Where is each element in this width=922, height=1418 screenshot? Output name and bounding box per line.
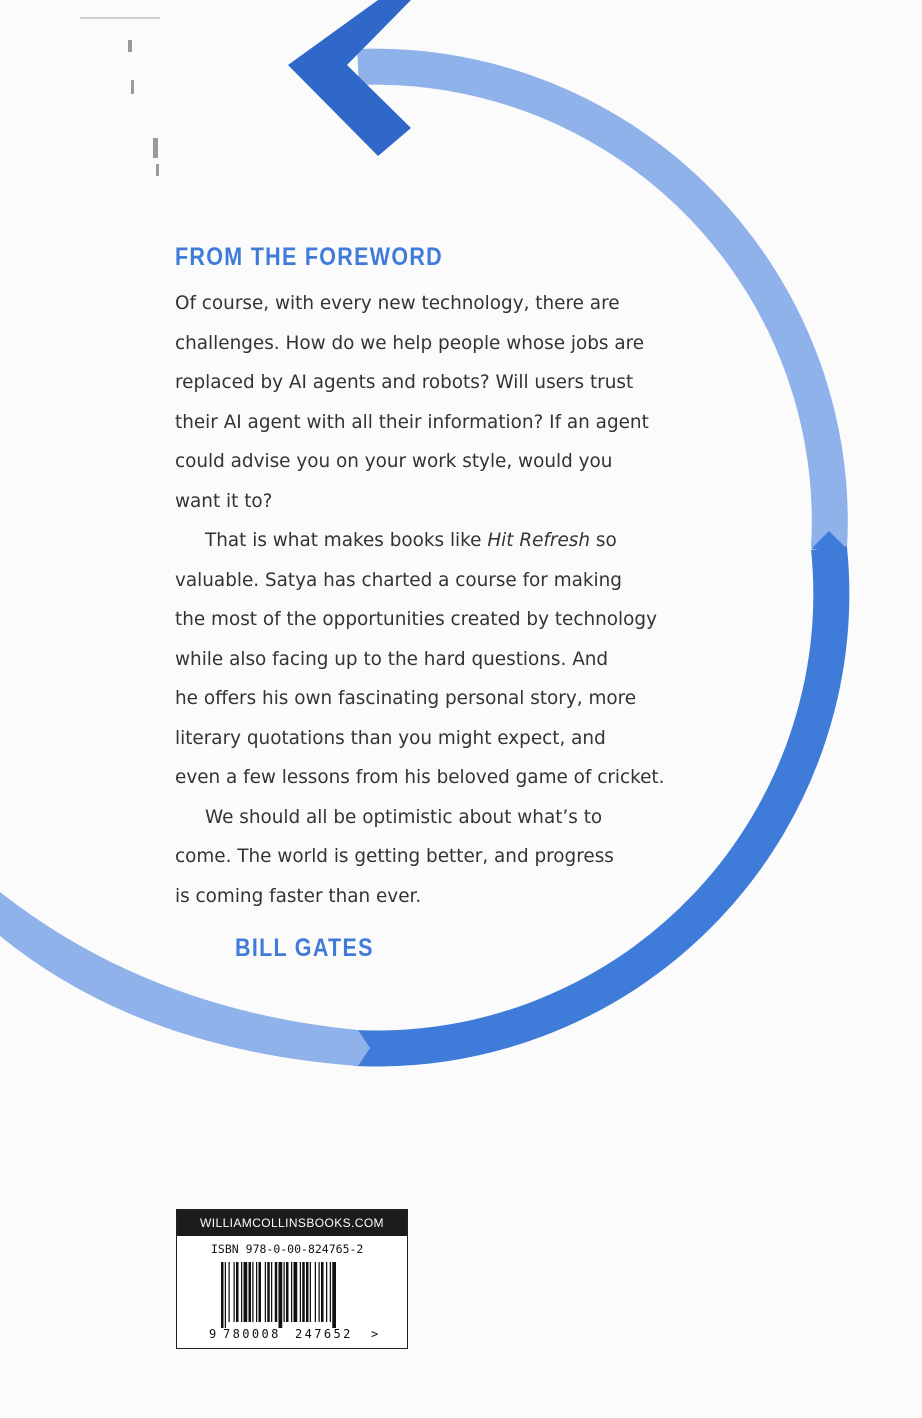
barcode-bar: [267, 1262, 270, 1322]
isbn-barcode-block: [176, 1209, 408, 1349]
barcode-bar: [265, 1262, 266, 1322]
foreword-line: challenges. How do we help people whose jobs are: [175, 332, 645, 354]
barcode-bar: [229, 1262, 230, 1322]
foreword-line: even a few lessons from his beloved game of cricket.: [175, 767, 665, 788]
foreword-line: while also facing up to the hard questions. And: [175, 648, 609, 670]
foreword-paragraph: [175, 284, 655, 521]
barcode-bar: [249, 1262, 252, 1322]
barcode-bar: [244, 1262, 248, 1322]
barcode-bar: [234, 1262, 235, 1322]
barcode-bar: [310, 1262, 311, 1322]
barcode-bar: [221, 1262, 224, 1328]
barcode-bar: [294, 1262, 298, 1322]
foreword-heading: FROM THE FOREWORD: [175, 243, 443, 271]
barcode-bar: [286, 1262, 289, 1322]
foreword-text-run: so: [590, 530, 617, 551]
cover-scuff-marks: [80, 17, 160, 176]
isbn-value: 978-0-00-824765-2: [245, 1242, 364, 1256]
barcode-bar: [330, 1262, 331, 1322]
barcode-bar: [326, 1262, 327, 1322]
barcode-bar: [332, 1262, 336, 1328]
barcode-bar: [306, 1262, 309, 1322]
barcode-quiet-mark: >: [371, 1327, 379, 1341]
foreword-paragraph: [175, 521, 665, 798]
barcode-bar: [300, 1262, 301, 1322]
barcode-bar: [302, 1262, 305, 1322]
barcode-bar: [252, 1262, 253, 1322]
barcode-bar: [279, 1262, 283, 1328]
foreword-line: literary quotations than you might expect, and: [175, 727, 606, 749]
barcode-bar: [284, 1262, 285, 1322]
barcode-digit-lead: 9: [209, 1327, 217, 1341]
foreword-line: is coming faster than ever.: [175, 885, 422, 907]
barcode-digits-left: 780008: [223, 1327, 281, 1341]
foreword-line: their AI agent with all their information? If an agent: [175, 411, 649, 433]
foreword-line: We should all be optimistic about what’s to: [205, 806, 603, 828]
isbn-label: ISBN: [211, 1242, 239, 1256]
barcode-bar: [319, 1262, 320, 1322]
barcode-digits-right: 247652: [295, 1327, 353, 1341]
barcode-bar: [256, 1262, 257, 1322]
barcode-bar: [321, 1262, 324, 1322]
foreword-text: [175, 284, 665, 916]
barcode-bar: [236, 1262, 239, 1322]
foreword-line: could advise you on your work style, would you: [175, 451, 613, 472]
foreword-line: the most of the opportunities created by technology: [175, 609, 657, 630]
isbn-number: [211, 1242, 363, 1256]
barcode-bar: [225, 1262, 226, 1328]
foreword-line: he offers his own fascinating personal story, more: [175, 688, 637, 709]
foreword-line: replaced by AI agents and robots? Will users trust: [175, 372, 634, 393]
barcode-bar: [259, 1262, 262, 1322]
foreword-text-run: That is what makes books like: [205, 530, 488, 551]
foreword-line: want it to?: [175, 490, 273, 512]
foreword-paragraph: [175, 798, 655, 917]
barcode-bar: [315, 1262, 316, 1322]
barcode-bar: [275, 1262, 278, 1322]
book-title: Hit Refresh: [487, 530, 591, 551]
refresh-sweep-light-icon: [0, 892, 370, 1066]
foreword-line: Of course, with every new technology, there are: [175, 293, 620, 314]
foreword-line: valuable. Satya has charted a course for making: [175, 569, 622, 591]
barcode-bar: [241, 1262, 242, 1322]
barcode-bar: [271, 1262, 272, 1322]
barcode-icon: [221, 1262, 371, 1328]
foreword-line: come. The world is getting better, and progress: [175, 846, 614, 867]
publisher-website: WILLIAMCOLLINSBOOKS.COM: [177, 1210, 407, 1236]
foreword-signature: BILL GATES: [235, 934, 374, 962]
foreword-line: [175, 521, 655, 561]
barcode-bar: [291, 1262, 292, 1322]
